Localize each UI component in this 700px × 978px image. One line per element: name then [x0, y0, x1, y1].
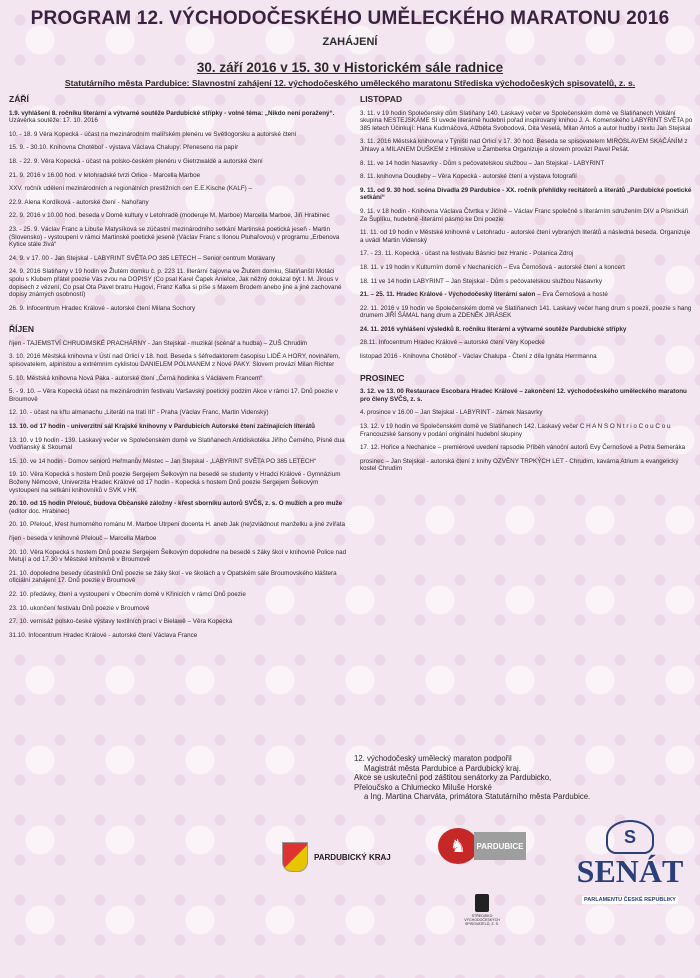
event-text: 5. - 9. 10. – Věra Kopecká účast na mezinárodním festivalu Varšavský poetický podzim Akce v rámci 17. Dnů poezie v Broumově: [9, 388, 338, 403]
event-text: 18. 11 ve 14 hodin LABYRINT – Jan Stejskal - Dům s pečovatelskou službou Nasavrky: [360, 277, 602, 285]
support-line: Magistrát města Pardubice a Pardubický kraj.: [364, 763, 521, 773]
logo-strip: [270, 820, 700, 978]
event-text: 8. 11. knihovna Doudleby – Věra Kopecká - autorské čtení a výstava fotografií: [360, 173, 577, 181]
horse-icon: ♞: [438, 828, 478, 864]
event-text: 13. 10. v 19 hodin - 139. Laskavý večer ve Společenském domě ve Slatiňanech Antidiskotéka Jiřího Černého, Písně dua Vodňanský & Skoumal: [9, 436, 345, 452]
event-text: 10. - 18. 9 Věra Kopecká - účast na mezinárodním malířském plenéru ve Světlogorsku a autorské čtení: [9, 130, 297, 138]
event-entry: [9, 255, 347, 263]
event-entry: [9, 158, 347, 166]
event-text: 26. 9. Infocentrum Hradec Králové - autorské čtení Milana Sochory: [9, 304, 196, 312]
event-entry: [9, 591, 347, 599]
event-entry: [360, 264, 695, 272]
event-entry: [9, 458, 347, 466]
logo-svcs-label: STŘEDISKO VÝCHODOČESKÝCH SPISOVATELŮ, Z. S.: [464, 914, 500, 927]
event-entry: [360, 278, 695, 286]
event-text: 3. 11. 2016 Městská knihovna v Týništi nad Orlicí v 17. 30 hod. Beseda se spisovatelem MIROSLAVEM SKAČÁNÍM z Jihlavy a MILANEM DUŠKEM z Hlinskive u Žamberka Organizuje a slovem provází Pavel Pešát.: [360, 138, 688, 153]
logo-senat-label: SENÁT: [576, 853, 684, 889]
event-entry: [9, 226, 347, 249]
support-line: Akce se uskuteční pod záštitou senátorky za Pardubicko,: [354, 773, 552, 783]
event-highlight: 21. – 25. 11. Hradec Králové - Východočeský literární salon: [360, 291, 536, 299]
event-entry: [9, 618, 347, 626]
event-highlight: 20. 10. od 15 hodin Přelouč, budova Občanské záložny - křest sborníku autorů SVČS, z. s. O mužích a pro muže: [9, 500, 343, 508]
event-entry: [360, 388, 695, 403]
logo-kraj-label: PARDUBICKÝ KRAJ: [314, 852, 391, 862]
crest-icon: [282, 842, 308, 872]
event-text: XXV. ročník udělení mezinárodních a regionálních prestižních cen E.E.Kische (KALF) –: [9, 185, 253, 193]
event-highlight: 13. 10. od 17 hodin - univerzitní sál Krajské knihovny v Pardubicích Autorské čtení začínajících literátů: [9, 423, 315, 431]
event-text: 12. 10. - účast na křtu almanachu „Literáti na trati III“ - Praha (Václav Franc, Martin Videnský): [9, 409, 269, 417]
event-text: (editor doc. Hrabinec): [9, 507, 70, 515]
event-entry: [9, 423, 347, 431]
event-text: 22.9. Alena Kordíková - autorské čtení - Nahořany: [9, 198, 149, 206]
event-text: 8. 11. ve 14 hodin Nasavrky - Dům s pečovatelskou službou – Jan Stejskal - LABYRINT: [360, 159, 605, 167]
event-entry: [9, 409, 347, 417]
event-entry: [360, 291, 695, 299]
event-highlight: 24. 11. 2016 vyhlášení výsledků 8. ročníku literární a výtvarné soutěže Pardubické střípky: [360, 325, 627, 333]
logo-pardubice: [438, 828, 526, 864]
event-text: 21. 10. dopoledne besedy účastníků Dnů poezie se žáky škol - ve školách a v Opatském sále Broumovského kláštera oficiální zahájení 17. Dnů poezie v Broumově: [9, 569, 337, 585]
event-text: 20. 10. Přelouč, křest humorného románu M. Marboe Utrpení docenta H. aneb Jak (ne)zvládnout manželku a jiné zvířata: [9, 521, 346, 529]
event-text: 18. 11. v 19 hodin v Kulturním domě v Nechanicích – Eva Černošová - autorské čtení a koncert: [360, 263, 625, 271]
event-text: 24. 9. 2016 Slatiňany v 19 hodin ve Žlutém domku č. p. 223 11. literární čajovna ve Žlutém domku, Slatiňanští Motáci spolu s Klubem přátel poezie Vás zvou na DOPISY (Co psal Karel Čapek Anielce, Jak něžný dokázal být I. M. Jirous v dopisech z vězení, Co psal Ota Pavel bratru Hugovi, Franz Kafka si píše s Maxem Brodem anebo jiné a jiné zachované dopisy známých osobností): [9, 268, 342, 299]
event-text: 4. prosince v 16.00 – Jan Stejskal - LABYRINT - zámek Nasavrky: [360, 409, 543, 417]
event-entry: [360, 423, 695, 438]
event-entry: [360, 444, 695, 452]
event-entry: [9, 305, 347, 313]
event-text: prosinec – Jan Stejskal - autorská čtení z knihy OZVĚNY TRPKÝCH LET - Chrudim, kavárna Atrium a evangelický kostel Chrudim: [360, 457, 679, 473]
event-list-prosinec: [360, 388, 695, 473]
event-highlight: 9. 11. od 9. 30 hod. scéna Divadla 29 Pardubice - XX. ročník přehlídky recitátorů a literátů „Pardubické poetické setkání“: [360, 186, 692, 202]
event-entry: [9, 110, 347, 125]
event-text: 23. - 25. 9. Václav Franc a Libuše Matysíková se zúčastní mezinárodního setkání Martinská poetická jeseň - Martin (Slovensko) - vystoupení v rámci Martinské poetické jeseně (Václav Franc s Ilonou Pluhařovou) v programu „Erbenova Kytice stále živá“: [9, 225, 340, 249]
logo-senat: [566, 820, 694, 906]
senate-emblem-icon: S: [606, 820, 654, 854]
page-title: PROGRAM 12. VÝCHODOČESKÉHO UMĚLECKÉHO MARATONU 2016: [30, 8, 670, 29]
event-text: 17. 12. Hořice a Nechanice – premiérové uvedení rapsodie Příběh vánoční autorů Evy Černošové a Petra Semeráka: [360, 444, 686, 452]
event-entry: [9, 570, 347, 585]
event-entry: [360, 138, 695, 153]
svcs-mark-icon: [475, 894, 489, 912]
logo-pardubice-label: PARDUBICE: [474, 832, 526, 860]
support-line: a Ing. Martina Charváta, primátora Statutárního města Pardubice.: [364, 792, 591, 802]
opening-date: 30. září 2016 v 15. 30 v Historickém sále radnice: [196, 60, 504, 75]
support-note: [354, 754, 654, 802]
event-entry: [360, 208, 695, 223]
month-heading-listopad: LISTOPAD: [360, 94, 403, 104]
event-list-rijen: [9, 340, 347, 639]
event-entry: [9, 471, 347, 494]
event-text: 18. - 22. 9. Věra Kopecká - účast na polsko-českém plenéru v Gietrzwaldě a autorské čtení: [9, 157, 263, 165]
event-entry: [360, 173, 695, 181]
support-line: 12. východočeský umělecký maraton podpořil: [354, 754, 512, 763]
month-heading-zari: ZÁŘÍ: [9, 94, 29, 104]
event-text: 22. 10. předávky, čtení a vystoupení v Obecním domě v Křinicích v rámci Dnů poezie: [9, 590, 246, 598]
event-highlight: 3. 12. ve 13. 00 Restaurace Escobara Hradec Králové – zakončení 12. východočeského uměleckého maratonu pro členy SVČS, z. s.: [360, 388, 687, 403]
event-entry: [9, 605, 347, 613]
event-entry: [9, 340, 347, 348]
event-text: 3. 11. v 19 hodin Společenský dům Slatiňany 140. Laskavý večer ve Společenském domě ve Slatiňanech Vokální skupina NESTEJSKÁME SI uvede literárně hudební pořad inspirovaný knihou J. A. Komenského LABYRINT SVĚTA po 385 letech Účinkují: Hana Kudrnáčová, Alžběta Svobodová, Dita Veselá, Milan Antoš a autor hudby i textu Jan Stejskal: [360, 109, 693, 132]
event-entry: [9, 172, 347, 180]
event-entry: [360, 353, 695, 361]
event-text: 13. 12. v 19 hodin ve Společenském domě ve Slatiňanech 142. Laskavý večer C H A N S O N t r i o C o u C o u Francouzské šansony v podání originální hudební skupiny: [360, 423, 671, 438]
opening-heading: ZAHÁJENÍ: [322, 36, 378, 48]
event-entry: [9, 212, 347, 220]
event-entry: [9, 268, 347, 298]
event-text: 19. 10. Věra Kopecká s hostem Dnů poezie Sergejem Šelkovým na besedě se studenty v Hradci Králové - Gymnázium Boženy Němcové, Univerzita Hradec Králové od 17 hodin - Kopecká s hostem Dnů poezie Sergejem Šelkovým vystoupení na setkání knihovníků v SVK v HK: [9, 471, 341, 494]
event-text: 23. 10. ukončení festivalu Dnů poezie v Broumově: [9, 604, 150, 612]
event-text: říjen - beseda v knihovně Přelouč – Marcella Marboe: [9, 534, 157, 542]
event-list-zari: [9, 110, 347, 313]
event-text: 24. 9. v 17. 00 - Jan Stejskal - LABYRINT SVĚTA PO 385 LETECH – Senior centrum Moravany: [9, 254, 276, 262]
event-text: 31.10. Infocentrum Hradec Králové - autorské čtení Václava France: [9, 631, 198, 639]
event-text: 27. 10. vernisáž polsko-české výstavy textilních prací v Bielawě – Věra Kopecká: [9, 618, 233, 626]
event-entry: [9, 437, 347, 452]
event-text: říjen - TAJEMSTVÍ CHRUDIMSKÉ PRACHÁRNY - Jan Stejskal - muzikál (scénář a hudba) – ZUŠ Chrudim: [9, 339, 308, 347]
event-entry: [9, 500, 347, 515]
event-list-listopad: [360, 110, 695, 361]
support-line: Přeloučsko a Chlumecko Miluše Horské: [354, 782, 492, 792]
event-text: 22. 9. 2016 v 10.00 hod. beseda v Domě kultury v Letohradě (moderuje M. Marboe) Marcella Marboe, Jiří Hrabinec: [9, 212, 330, 220]
event-entry: [9, 388, 347, 403]
event-entry: [360, 305, 695, 320]
event-entry: [360, 326, 695, 334]
event-entry: [360, 339, 695, 347]
logo-svcs: [462, 894, 502, 927]
event-entry: [360, 458, 695, 473]
event-entry: [360, 250, 695, 258]
event-text: listopad 2016 - Knihovna Chotěboř - Václav Chalupa - Čtení z díla Ignáta Herrmanna: [360, 353, 597, 361]
event-entry: [360, 229, 695, 244]
event-entry: [9, 353, 347, 368]
event-text: 15. 10. ve 14 hodin - Domov seniorů Heřmanův Městec – Jan Stejskal - „LABYRINT SVĚTA PO 385 LETECH“: [9, 457, 317, 465]
event-entry: [9, 535, 347, 543]
event-text: Uzávěrka soutěže: 17. 10. 2016: [9, 117, 98, 125]
month-heading-prosinec: PROSINEC: [360, 372, 405, 383]
event-text: 21. 9. 2016 v 16.00 hod. v letohradské tvrzi Orlice - Marcella Marboe: [9, 171, 201, 179]
event-entry: [9, 144, 347, 152]
left-column: [9, 96, 347, 645]
event-entry: [9, 131, 347, 139]
event-text: 20. 10. Věra Kopecká s hostem Dnů poezie Sergejem Šelkovým dopoledne na besedě s žáky škol v knihovně Police nad Metují a od 17.30 v Městské knihovně v Broumově: [9, 548, 347, 564]
event-entry: [9, 375, 347, 383]
event-text: 11. 11. od 19 hodin v Městské knihovně v Letohradu - autorské čtení vybraných literátů a následná beseda. Organizuje a uvádí Martin Videnský: [360, 229, 691, 244]
event-text: 28.11. Infocentrum Hradec Králové – autorské čtení Věry Kopecké: [360, 339, 545, 347]
event-text: 3. 10. 2016 Městská knihovna v Ústí nad Orlicí v 18. hod. Beseda s šéfredaktorem časopisu LIDÉ A HORY, novinářem, spisovatelem, alpinistou a extrémním cyklistou DANIELEM POLMANEM z Nové PAKY. Slovem provází Milan Richter: [9, 353, 340, 369]
event-entry: [9, 185, 347, 193]
logo-senat-sub: PARLAMENTU ČESKÉ REPUBLIKY: [584, 897, 676, 903]
event-entry: [9, 199, 347, 207]
right-column: [360, 96, 695, 479]
event-entry: [360, 160, 695, 168]
event-text: 5. 10. Městská knihovna Nová Paka - autorské čtení „Černá hodinka s Václavem Francem“: [9, 374, 263, 382]
event-entry: [9, 521, 347, 529]
event-entry: [360, 187, 695, 202]
header: [0, 0, 700, 88]
month-heading-rijen: ŘÍJEN: [9, 324, 35, 335]
event-entry: [9, 632, 347, 640]
opening-description: Statutárního města Pardubice: Slavnostní zahájení 12. východočeského uměleckého maratonu Střediska východočeských spisovatelů, z. s.: [64, 78, 636, 88]
logo-pardubicky-kraj: [282, 842, 391, 872]
event-text: 22. 11. 2016 v 19 hodin ve Společenském domě ve Slatiňanech 141. Laskavý večer hang drum s poezií, poezie s hang drumem JIŘÍ ŠÁMAL hang drum a ZDENĚK JIRÁSEK: [360, 304, 692, 320]
event-text: 15. 9. - 30.10. Knihovna Chotěboř - výstava Václava Chalupy: Přeneseno na papír: [9, 144, 239, 152]
event-entry: [9, 549, 347, 564]
event-highlight: 1.9. vyhlášení 8. ročníku literární a výtvarné soutěže Pardubické střípky - volné téma: „Nikdo není poražený“.: [9, 109, 335, 117]
event-text: – Eva Černošová a hosté: [537, 291, 608, 299]
event-text: 17. - 23. 11. Kopecká - účast na festivalu Básnici bez Hranic - Polanica Zdroj: [360, 250, 574, 258]
event-entry: [360, 110, 695, 133]
event-text: 9. 11. v 18 hodin - Knihovna Václava Čtvrtka v Jičíně – Václav Franc společně s literárním sdružením DIV a Písničkáři Ze Šuplíku, hudebně -literární pásmo ke Dni poezie: [360, 207, 689, 223]
event-entry: [360, 409, 695, 417]
